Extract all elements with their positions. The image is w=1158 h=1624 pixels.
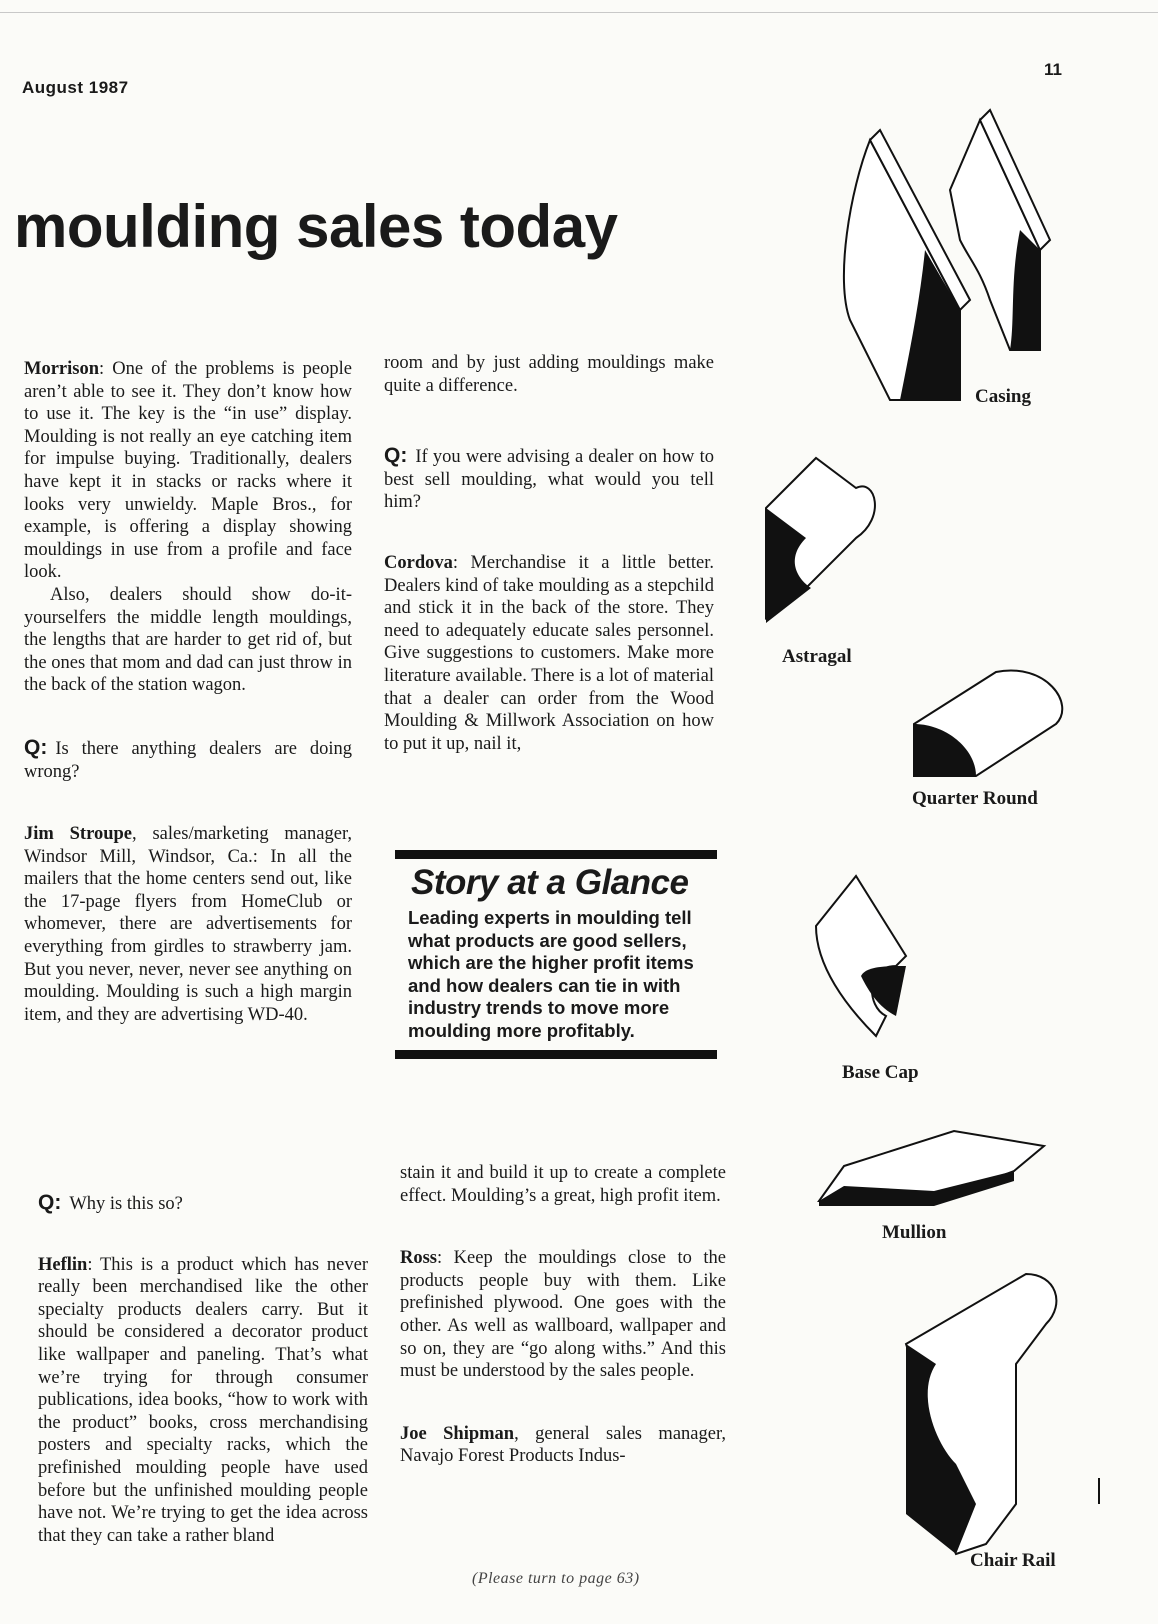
continued-text: room and by just adding mouldings make quite a difference. xyxy=(384,353,714,396)
story-at-a-glance-box xyxy=(395,850,717,1059)
cordova-text: : Merchandise it a little better. Dealers kind of take moulding as a stepchild and stick it in the back of the store. They need to adequately educate sales personnel. Give suggestions to customers. Make more literature available. There is a lot of material that a dealer can order from the Wood Moulding & Millwork Association on how to put it up, nail it, xyxy=(384,552,714,754)
speaker-shipman: Joe Shipman xyxy=(400,1423,515,1444)
continued-text-2: stain it and build it up to create a complete effect. Moulding’s a great, high profit item. xyxy=(400,1163,726,1206)
question-dealers-wrong xyxy=(24,737,352,783)
margin-mark xyxy=(1098,1478,1100,1504)
question-label: Q: xyxy=(38,1191,62,1214)
shipman-text: , general sales manager, Navajo Forest Products Indus- xyxy=(400,1423,726,1467)
column-2-lower xyxy=(400,1162,726,1468)
casing-profile-illustration xyxy=(830,100,1060,420)
continued-on-page-note: (Please turn to page 63) xyxy=(472,1570,640,1587)
chair-rail-profile-illustration xyxy=(896,1264,1076,1564)
stroupe-paragraph xyxy=(24,823,352,1026)
quarter-round-profile-illustration xyxy=(906,664,1076,784)
stroupe-text: , sales/marketing manager, Windsor Mill, Windsor, Ca.: In all the mailers that the home centers send out, like the 17-page flyers from HomeClub or whomever, there are advertisements for everything from girdles to strawberry jam. But you never, never, never see anything on moulding. Moulding is such a high margin item, and they are advertising WD-40. xyxy=(24,824,352,1025)
glance-bottom-rule xyxy=(395,1050,717,1059)
headline-text: moulding sales today xyxy=(14,193,618,260)
column-2-upper xyxy=(384,352,714,755)
speaker-heflin: Heflin xyxy=(38,1254,88,1275)
astragal-profile-illustration xyxy=(756,448,906,638)
heflin-paragraph xyxy=(38,1254,368,1548)
label-base-cap: Base Cap xyxy=(842,1062,919,1083)
glance-title: Story at a Glance xyxy=(411,863,689,902)
label-chair-rail: Chair Rail xyxy=(970,1550,1056,1571)
speaker-cordova: Cordova xyxy=(384,552,453,573)
heflin-text: : This is a product which has never really been merchandised like the other specialty products dealers carry. But it should be considered a decorator product like wallpaper and paneling. That’s what we’re trying for through consumer publications, idea books, “how to work with the product” books, cross merchandising posters and specialty racks, which the prefinished moulding people have used before but the unfinished moulding people have not. We’re trying to get the idea across that they can take a rather bland xyxy=(38,1254,368,1546)
question-text: If you were advising a dealer on how to best sell moulding, what would you tell him? xyxy=(384,447,714,513)
speaker-stroupe: Jim Stroupe xyxy=(24,824,133,845)
speaker-morrison: Morrison xyxy=(24,359,100,379)
morrison-paragraph xyxy=(24,358,352,584)
question-advising xyxy=(384,445,714,514)
base-cap-profile-illustration xyxy=(806,866,926,1046)
question-text: Is there anything dealers are doing wrong? xyxy=(24,738,352,782)
column-1-upper xyxy=(24,358,352,1026)
question-text: Why is this so? xyxy=(69,1194,183,1214)
label-astragal: Astragal xyxy=(782,646,852,667)
glance-summary: Leading experts in moulding tell what products are good sellers, which are the higher profit items and how dealers can tie in with industry trends to move more moulding more profitably. xyxy=(408,907,694,1041)
speaker-ross: Ross xyxy=(400,1248,438,1269)
question-label: Q: xyxy=(24,735,48,759)
label-quarter-round: Quarter Round xyxy=(912,788,1038,809)
article-headline xyxy=(0,192,617,261)
morrison-text: : One of the problems is people aren’t able to see it. They don’t know how to use it. The key is the “in use” display. Moulding is not really an eye catching item for impulse buying. Traditionally, dealers have kept it in stacks or racks where it looks very unwieldy. Maple Bros., for example, is offering a display showing mouldings in use from a profile and face look. xyxy=(24,359,352,583)
column-1-lower xyxy=(38,1192,368,1547)
cordova-paragraph xyxy=(384,552,714,755)
question-label: Q: xyxy=(384,444,408,468)
shipman-paragraph xyxy=(400,1423,726,1468)
page-number: 11 xyxy=(1044,60,1062,79)
glance-top-rule xyxy=(395,850,717,859)
morrison-paragraph-2: Also, dealers should show do-it-yourselfers the middle length mouldings, the lengths that are harder to get rid of, but the ones that mom and dad can just throw in the back of the station wagon. xyxy=(24,584,352,696)
question-why xyxy=(38,1192,368,1216)
label-mullion: Mullion xyxy=(882,1222,947,1243)
issue-date: August 1987 xyxy=(22,78,129,97)
scan-top-edge xyxy=(0,12,1158,13)
ross-paragraph xyxy=(400,1247,726,1383)
label-casing: Casing xyxy=(975,386,1031,407)
ross-text: : Keep the mouldings close to the products people buy with them. Like prefinished plywood. One goes with the other. As well as wallboard, wallpaper and so on, they are “go along withs.” And this must be understood by the sales people. xyxy=(400,1248,726,1382)
mullion-profile-illustration xyxy=(814,1126,1054,1216)
